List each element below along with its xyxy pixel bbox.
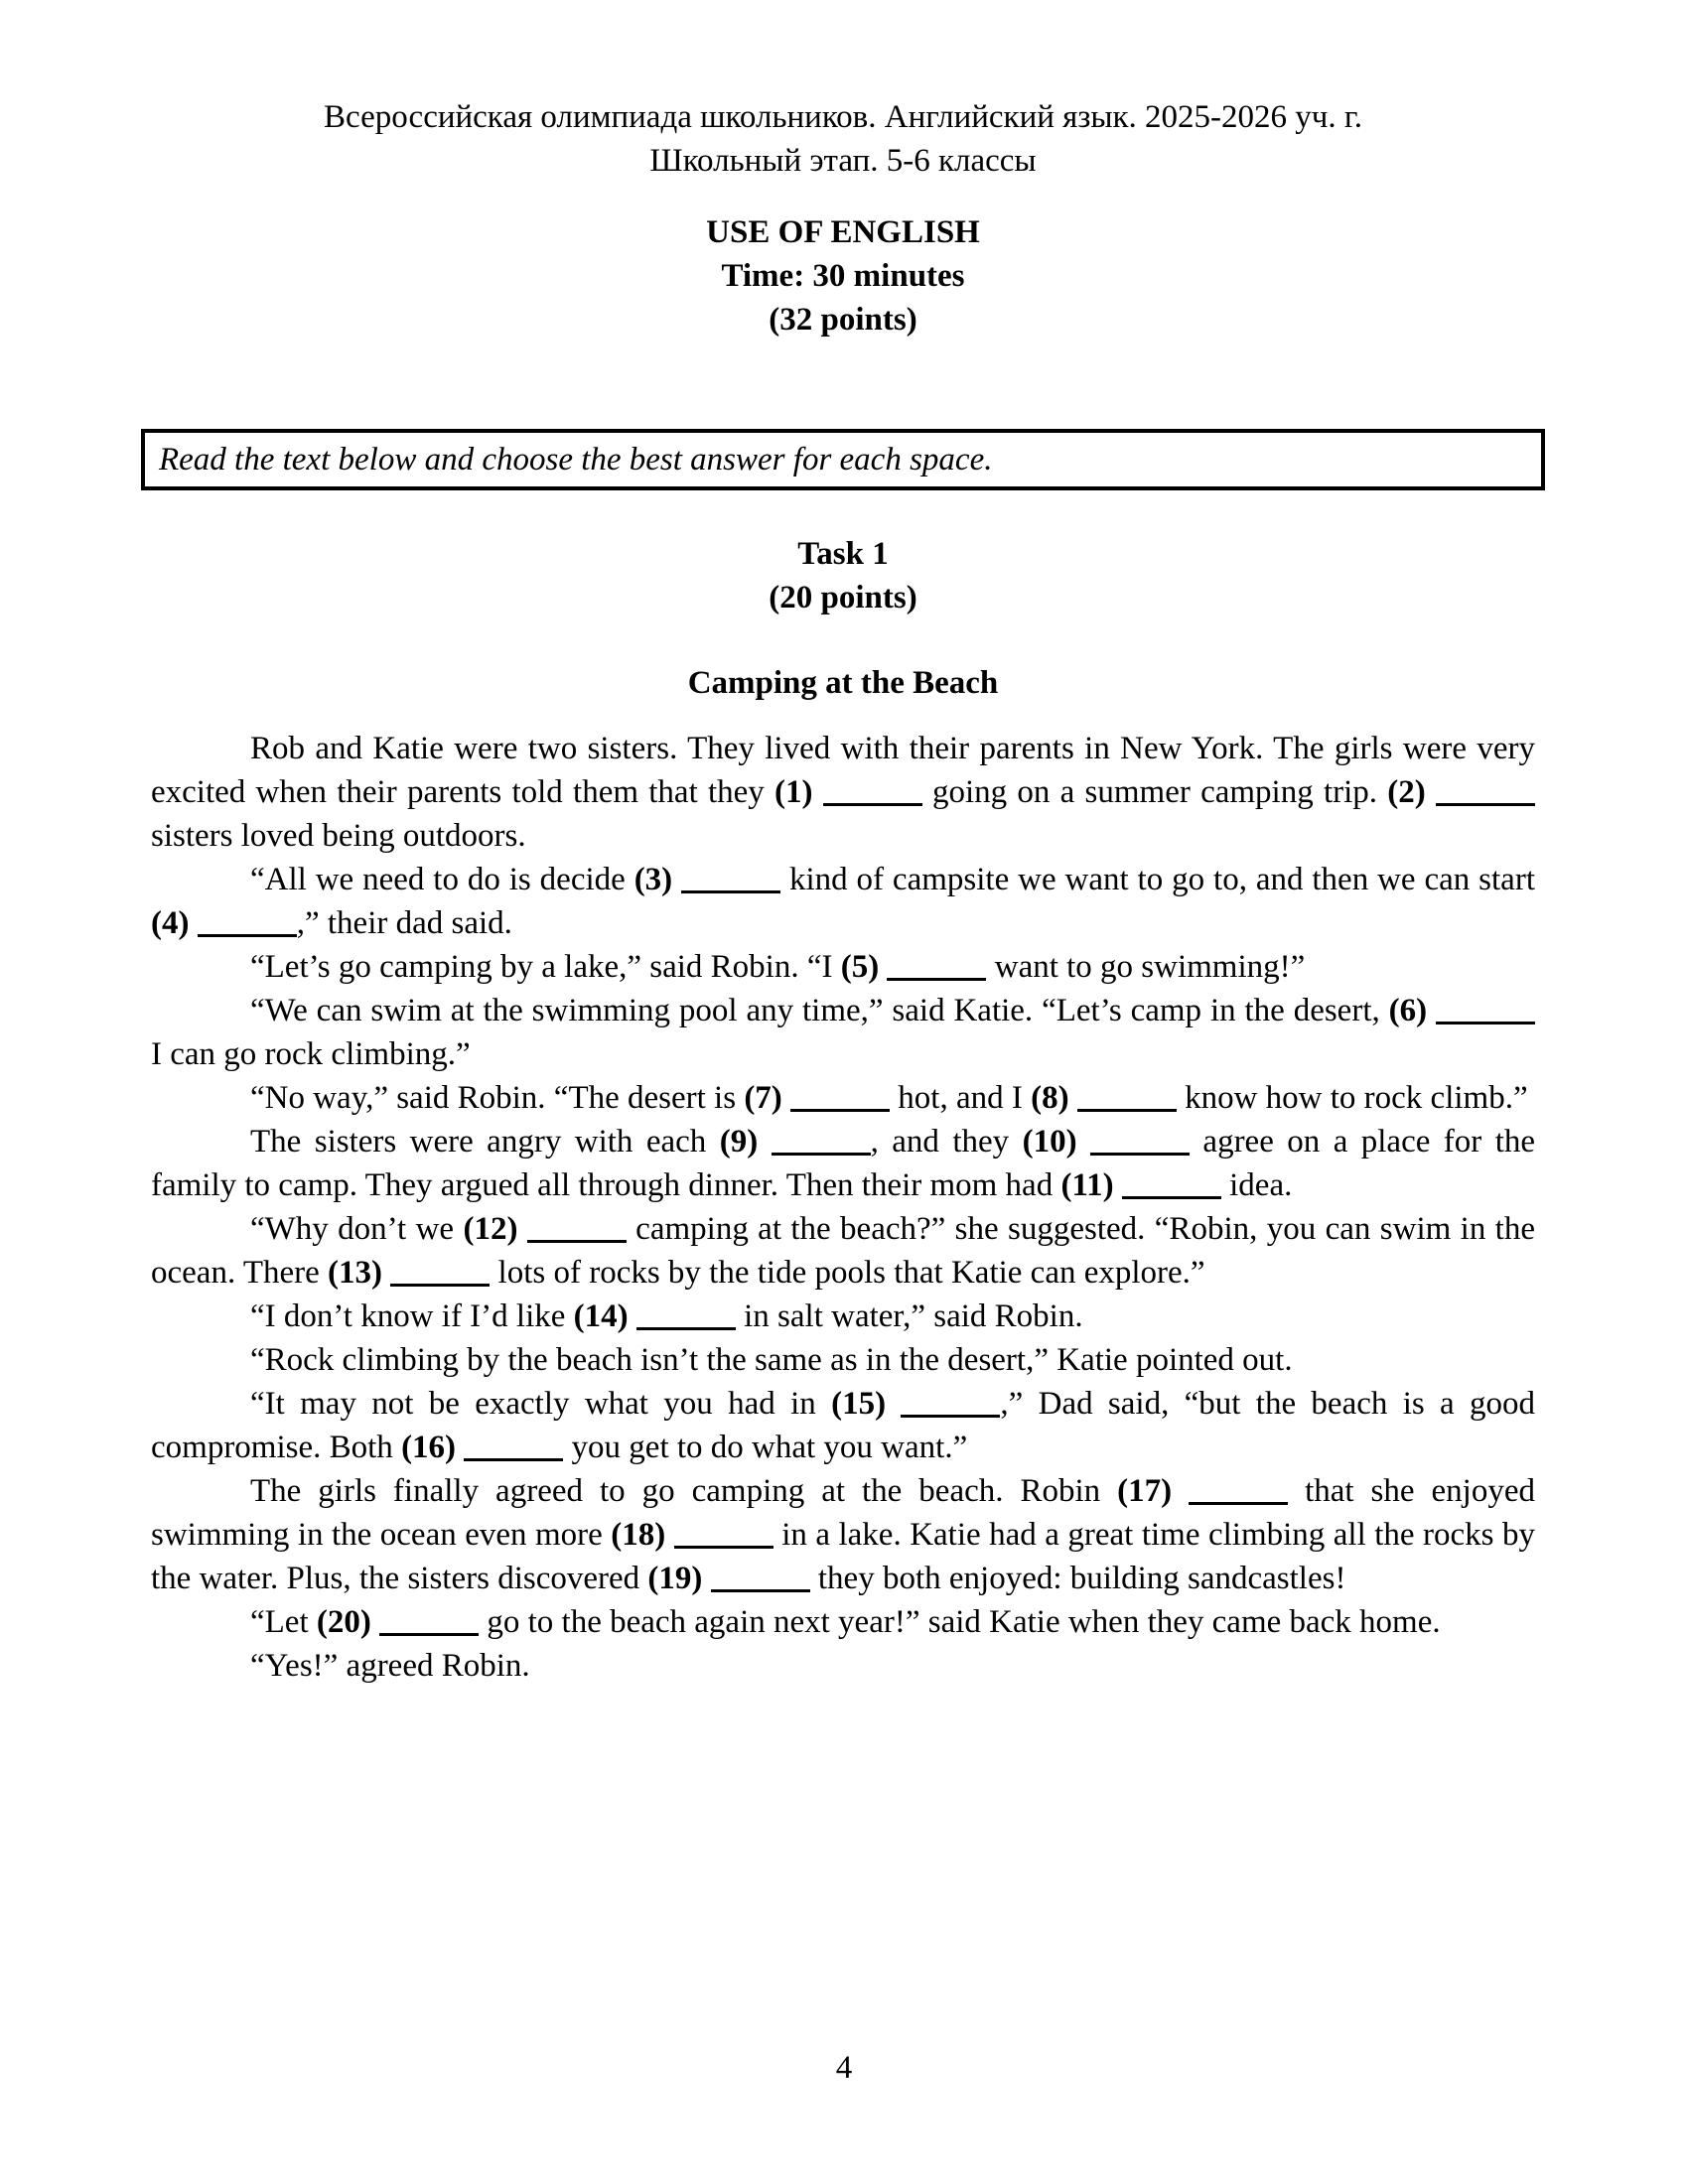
story-title: Camping at the Beach bbox=[687, 665, 999, 701]
gap-number: (10) bbox=[1022, 1124, 1077, 1160]
section-time: Time: 30 minutes bbox=[721, 258, 965, 294]
gap-number: (20) bbox=[316, 1604, 371, 1640]
gap-number: (19) bbox=[647, 1561, 703, 1596]
page-number: 4 bbox=[835, 2050, 853, 2086]
answer-blank bbox=[1436, 1022, 1535, 1024]
gap-number: (2) bbox=[1387, 774, 1426, 810]
gap-number: (7) bbox=[744, 1080, 782, 1116]
story-paragraphs bbox=[151, 727, 1535, 1688]
gap-number: (1) bbox=[774, 774, 813, 810]
header-line-2: Школьный этап. 5-6 классы bbox=[649, 143, 1037, 179]
gap-number: (3) bbox=[633, 862, 673, 897]
gap-number: (8) bbox=[1031, 1080, 1069, 1116]
story-paragraph: The sisters were angry with each (9) , and they (10) agree on a place for the family to camp. They argued all through dinner. Then their mom had (11) idea. bbox=[151, 1124, 1536, 1203]
gap-number: (13) bbox=[328, 1255, 383, 1291]
page-content bbox=[151, 0, 1535, 1688]
answer-blank bbox=[901, 1415, 1000, 1418]
answer-blank bbox=[464, 1458, 563, 1461]
answer-blank bbox=[1436, 803, 1535, 806]
story-paragraph: “We can swim at the swimming pool any time,” said Katie. “Let’s camp in the desert, (6) I can go rock climbing.” bbox=[151, 989, 1535, 1076]
section-title: USE OF ENGLISH bbox=[706, 214, 980, 250]
gap-number: (9) bbox=[719, 1124, 759, 1160]
gap-number: (14) bbox=[573, 1298, 629, 1334]
gap-number: (5) bbox=[840, 949, 880, 985]
gap-number: (15) bbox=[831, 1386, 887, 1422]
story-paragraph: Rob and Katie were two sisters. They lived with their parents in New York. The girls were very excited when their parents told them that they (1) going on a summer camping trip. (2) sisters loved being outdoors. bbox=[151, 731, 1535, 854]
gap-number: (12) bbox=[463, 1211, 518, 1247]
instruction-text: Read the text below and choose the best answer for each space. bbox=[159, 442, 993, 478]
answer-blank bbox=[681, 890, 780, 893]
answer-blank bbox=[1090, 1153, 1190, 1156]
story-paragraph: “All we need to do is decide (3) kind of campsite we want to go to, and then we can start (4) ,” their dad said. bbox=[151, 862, 1535, 941]
task-heading bbox=[151, 532, 1535, 619]
exam-title-block bbox=[151, 210, 1535, 341]
story-paragraph: “Let’s go camping by a lake,” said Robin. “I (5) want to go swimming!” bbox=[250, 949, 1306, 985]
answer-blank bbox=[711, 1589, 810, 1592]
answer-blank bbox=[390, 1284, 490, 1287]
story-paragraph: “Let (20) go to the beach again next year!” said Katie when they came back home. bbox=[250, 1604, 1441, 1640]
answer-blank bbox=[1122, 1196, 1221, 1199]
story-paragraph: “I don’t know if I’d like (14) in salt water,” said Robin. bbox=[250, 1298, 1083, 1334]
gap-number: (16) bbox=[401, 1430, 457, 1465]
answer-blank bbox=[379, 1633, 479, 1636]
answer-blank bbox=[887, 978, 986, 981]
answer-blank bbox=[636, 1327, 736, 1330]
answer-blank bbox=[772, 1153, 871, 1156]
answer-blank bbox=[823, 803, 922, 806]
answer-blank bbox=[527, 1240, 627, 1243]
gap-number: (18) bbox=[611, 1517, 666, 1553]
answer-blank bbox=[1077, 1109, 1177, 1112]
gap-number: (17) bbox=[1117, 1473, 1173, 1509]
answer-blank bbox=[790, 1109, 890, 1112]
header-line-1: Всероссийская олимпиада школьников. Английский язык. 2025-2026 уч. г. bbox=[324, 99, 1362, 135]
answer-blank bbox=[198, 934, 297, 937]
section-points: (32 points) bbox=[769, 302, 917, 338]
task-points: (20 points) bbox=[769, 580, 917, 615]
story-paragraph: “Yes!” agreed Robin. bbox=[250, 1648, 530, 1684]
gap-number: (4) bbox=[151, 905, 190, 941]
gap-number: (11) bbox=[1060, 1167, 1114, 1203]
story-paragraph: “Rock climbing by the beach isn’t the same as in the desert,” Katie pointed out. bbox=[250, 1342, 1293, 1378]
gap-number: (6) bbox=[1388, 993, 1428, 1028]
story-paragraph: “No way,” said Robin. “The desert is (7) hot, and I (8) know how to rock climb.” bbox=[250, 1080, 1528, 1116]
story-paragraph: “It may not be exactly what you had in (15) ,” Dad said, “but the beach is a good compromise. Both (16) you get to do what you want.” bbox=[151, 1386, 1536, 1465]
task-title: Task 1 bbox=[797, 536, 889, 572]
story-paragraph: “Why don’t we (12) camping at the beach?” she suggested. “Robin, you can swim in the ocean. There (13) lots of rocks by the tide pools that Katie can explore.” bbox=[151, 1211, 1536, 1291]
story-paragraph: The girls finally agreed to go camping at the beach. Robin (17) that she enjoyed swimming in the ocean even more (18) in a lake. Katie had a great time climbing all the rocks by the water. Plus, the sisters discovered (19) they both enjoyed: building sandcastles! bbox=[151, 1473, 1535, 1596]
answer-blank bbox=[1189, 1502, 1288, 1505]
document-header bbox=[151, 95, 1535, 183]
answer-blank bbox=[674, 1546, 774, 1549]
instruction-box bbox=[141, 429, 1545, 490]
